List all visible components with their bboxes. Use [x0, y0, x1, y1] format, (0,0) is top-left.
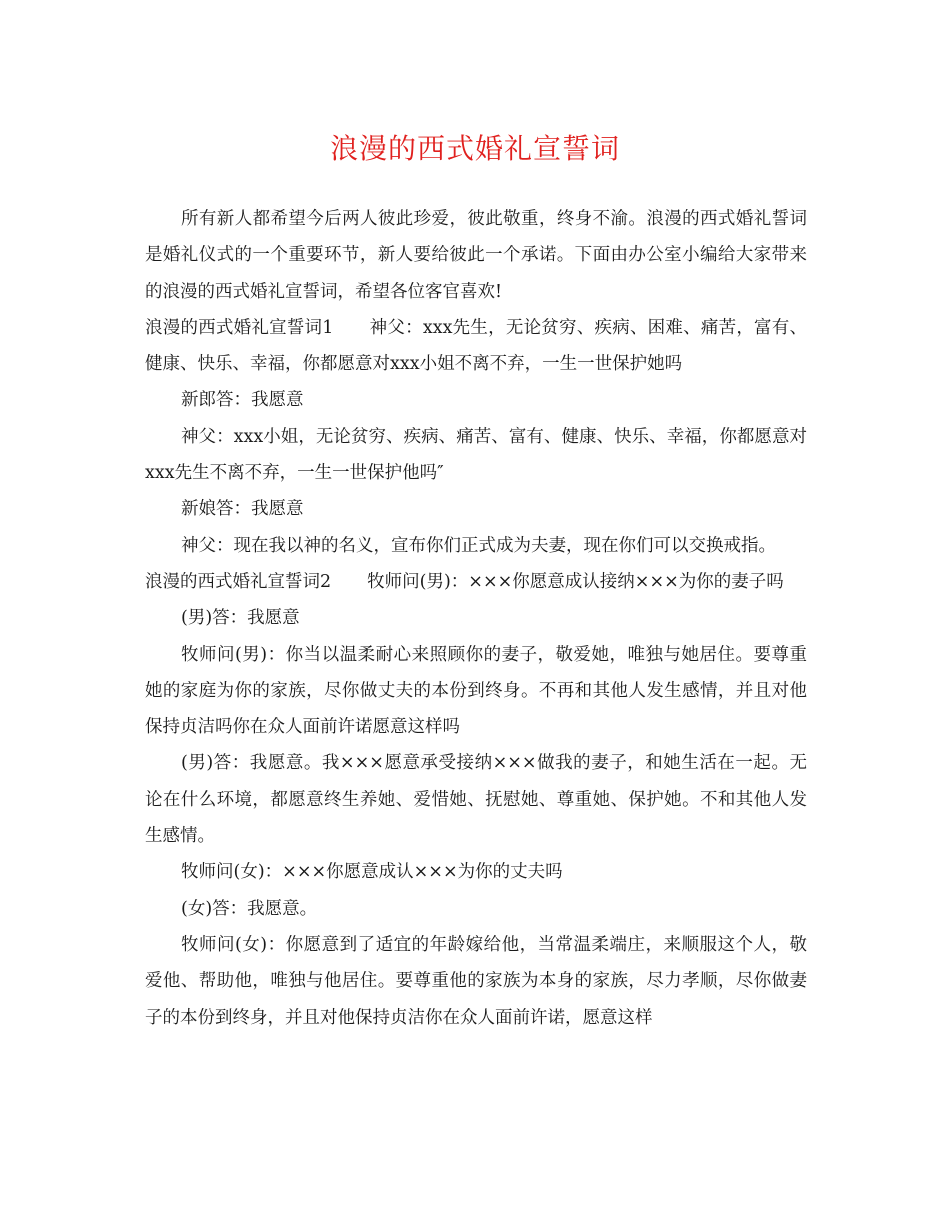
- section-1-heading: 浪漫的西式婚礼宣誓词1: [145, 317, 334, 338]
- section-2-first-line: 牧师问(男)：×××你愿意成认接纳×××为你的妻子吗: [367, 571, 784, 592]
- section-2-paragraph: (男)答：我愿意。我×××愿意承受接纳×××做我的妻子，和她生活在一起。无论在什么环境，都愿意终生养她、爱惜她、抚慰她、尊重她、保护她。不和其他人发生感情。: [145, 753, 807, 847]
- section-2-paragraph: 牧师问(男)：你当以温柔耐心来照顾你的妻子，敬爱她，唯独与她居住。要尊重她的家庭为你的家族，尽你做丈夫的本份到终身。不再和其他人发生感情，并且对他保持贞洁吗你在众人面前许诺愿意这样吗: [145, 644, 807, 738]
- section-2-paragraph: (男)答：我愿意: [181, 608, 300, 629]
- section-2-heading: 浪漫的西式婚礼宣誓词2: [145, 571, 332, 592]
- page-title: 浪漫的西式婚礼宣誓词: [329, 132, 620, 165]
- section-1-first-paragraph: [145, 310, 807, 383]
- document-body: [145, 201, 807, 1036]
- section-1-paragraph: 新娘答：我愿意: [181, 499, 304, 520]
- section-1-paragraph: 神父：现在我以神的名义，宣布你们正式成为夫妻，现在你们可以交换戒指。: [181, 535, 776, 556]
- section-1-paragraph: 神父：xxx小姐，无论贫穷、疾病、痛苦、富有、健康、快乐、幸福，你都愿意对xxx先生不离不弃，一生一世保护他吗″: [145, 426, 807, 484]
- section-2-paragraph: 牧师问(女)：×××你愿意成认×××为你的丈夫吗: [181, 862, 563, 883]
- section-1-first-line: 神父：xxx先生，无论贫穷、疾病、困难、痛苦，富有、健康、快乐、幸福，你都愿意对xxx小姐不离不弃，一生一世保护她吗: [145, 317, 807, 375]
- intro-paragraph: 所有新人都希望今后两人彼此珍爱，彼此敬重，终身不渝。浪漫的西式婚礼誓词是婚礼仪式的一个重要环节，新人要给彼此一个承诺。下面由办公室小编给大家带来的浪漫的西式婚礼宣誓词，希望各位客官喜欢!: [145, 209, 807, 302]
- section-2-paragraph: (女)答：我愿意。: [181, 898, 318, 919]
- section-2-first-paragraph: [145, 564, 807, 600]
- section-2-paragraph: 牧师问(女)：你愿意到了适宜的年龄嫁给他，当常温柔端庄，来顺服这个人，敬爱他、帮助他，唯独与他居住。要尊重他的家族为本身的家族，尽力孝顺，尽你做妻子的本份到终身，并且对他保持贞洁你在众人面前许诺，愿意这样: [145, 934, 807, 1028]
- section-1-paragraph: 新郎答：我愿意: [181, 390, 304, 411]
